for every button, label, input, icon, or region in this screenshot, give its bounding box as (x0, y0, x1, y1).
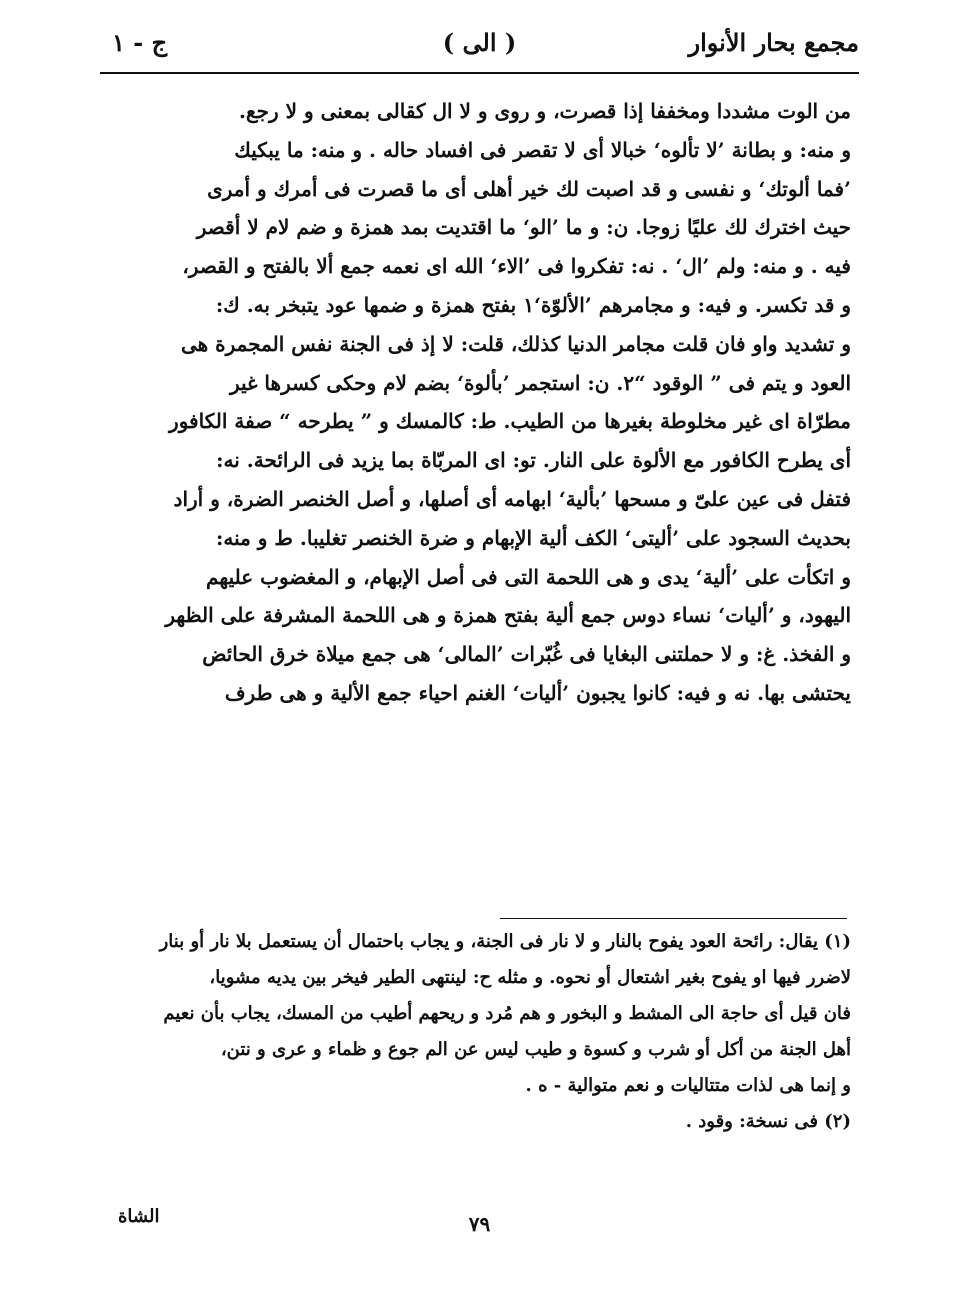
entry-heading: ( الى ) (442, 28, 517, 57)
volume-label: ج - ١ (112, 28, 168, 57)
footnote-line: و إنما هى لذات متتاليات و نعم متوالية - ه . (525, 1075, 851, 1096)
text-line: يحتشى بها. نه و فيه: كانوا يجبون ’أليات‘ الغنم احياء جمع الألية و هى طرف (224, 680, 851, 705)
text-line: أى يطرح الكافور مع الألوة على النار. تو: اى المربّاة بما يزيد فى الرائحة. نه: (216, 448, 851, 473)
footnote-line: (٢) فى نسخة: وقود . (685, 1111, 851, 1132)
text-line: العود و يتم فى ” الوقود “٢. ن: استجمر ’بألوة‘ بضم لام وحكى كسرها غير (229, 370, 851, 395)
footnote-rule (500, 918, 847, 919)
header-rule (100, 72, 859, 74)
text-line: اليهود، و ’أليات‘ نساء دوس جمع ألية بفتح همزة و هى اللحمة المشرفة على الظهر (165, 603, 851, 628)
text-line: فتفل فى عين علىّ و مسحها ’بألية‘ ابهامه أى أصلها، و أصل الخنصر الضرة، و أراد (173, 486, 851, 511)
text-line: من الوت مشددا ومخففا إذا قصرت، و روى و لا ال كقالى بمعنى و لا رجع. (238, 99, 851, 123)
catchword: الشاة (118, 1206, 160, 1227)
footnote-line: فان قيل أى حاجة الى المشط و البخور و هم مُرد و ريحهم أطيب من المسك، يجاب بأن نعيم (163, 1003, 851, 1024)
text-line: و قد تكسر. و فيه: و مجامرهم ’الألوّة‘١ بفتح همزة و ضمها عود يتبخر به. ك: (215, 292, 851, 317)
text-line: و منه: و بطانة ’لا تألوه‘ خبالا أى لا تقصر فى افساد حاله . و منه: ما يبكيك (234, 137, 851, 162)
text-line: مطرّاة اى غير مخلوطة بغيرها من الطيب. ط: كالمسك و ” يطرحه “ صفة الكافور (169, 409, 851, 434)
footnote-line: أهل الجنة من أكل أو شرب و كسوة و طيب ليس عن الم جوع و ظماء و عرى و نتن، (220, 1039, 851, 1060)
main-text (106, 92, 851, 713)
text-line: بحديث السجود على ’أليتى‘ الكف ألية الإبهام و ضرة الخنصر تغليبا. ط و منه: (215, 525, 851, 550)
text-line: فيه . و منه: ولم ’ال‘ . نه: تفكروا فى ’الاء‘ الله اى نعمه جمع ألا بالفتح و القصر، (182, 254, 851, 279)
running-header (100, 22, 859, 68)
footnotes (106, 924, 851, 1140)
page-number: ٧٩ (468, 1212, 491, 1236)
book-title: مجمع بحار الأنوار (688, 28, 859, 57)
footnote-line: (١) يقال: رائحة العود يفوح بالنار و لا نار فى الجنة، و يجاب باحتمال أن يستعمل بلا نار أو بنار (159, 931, 851, 952)
footnote-line: لاضرر فيها او يفوح بغير اشتعال أو نحوه. و مثله ح: لينتهى الطير فيخر بين يديه مشويا، (209, 967, 851, 988)
text-line: و اتكأت على ’ألية‘ يدى و هى اللحمة التى فى أصل الإبهام، و المغضوب عليهم (206, 564, 851, 589)
text-line: حيث اخترك لك عليًا زوجا. ن: و ما ’الو‘ ما اقتديت بمد همزة و ضم لام لا أقصر (196, 215, 851, 240)
text-line: ’فما ألوتك‘ و نفسى و قد اصبت لك خير أهلى أى ما قصرت فى أمرك و أمرى (207, 176, 851, 201)
text-line: و تشديد واو فان قلت مجامر الدنيا كذلك، قلت: لا إذ فى الجنة نفس المجمرة هى (180, 331, 851, 356)
text-line: و الفخذ. غ: و لا حملتنى البغايا فى غُبّرات ’المالى‘ هى جمع ميلاة خرق الحائض (202, 642, 851, 667)
